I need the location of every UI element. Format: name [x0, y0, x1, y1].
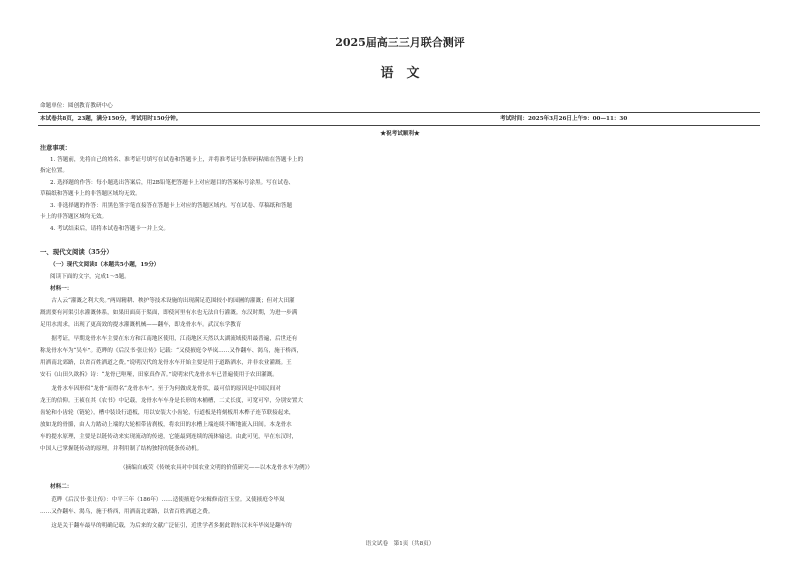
passage-line: 龙王的信仰。王祯在其《农书》中记载，龙骨水车车身是长形的木桶槽，二丈长度，可宽可窄，分别安置大 [40, 398, 303, 404]
passage-line: 齿轮和小齿轮（链轮），槽中装设行道板，用以安装大小齿轮，行道板是将刻板用木榫子连节联接起来， [40, 410, 295, 416]
passage-line: 溉需要有河渠引水灌溉体系，如果田面高于渠面，即使河里有水也无法自行灌溉。东汉时期，为进一步满 [40, 310, 298, 316]
material2-label: 材料二： [50, 484, 73, 490]
passage-line: 用洒南北郊路，以省百姓洒道之费。”说明汉代的龙骨水车开始主要是用于道路洒水，并非农业灌溉。王 [40, 360, 292, 366]
passage-line: 古人云“灌溉之利大矣。”两周精耕、秧护等技术设施的出现满足范围较小的园圃的灌溉；但对大田灌 [40, 298, 295, 304]
notes-heading: 注意事项： [40, 145, 71, 152]
passage-line: 范晔《后汉书·张让传》：中平三年（186年）……适使掖庭令宋楫修南宫玉堂。又使掖庭令毕岚 [40, 497, 285, 503]
passage-line: 这是关于翻车最早的明确记载，为后来的文献广泛征引，近世学者多据此谓东汉末年毕岚是翻车的 [40, 523, 292, 529]
note-line: 草稿纸和答题卡上的非答题区域均无效。 [40, 191, 141, 197]
exam-title: 2025届高三三月联合测评 [335, 36, 465, 49]
header-rule-bottom [38, 125, 760, 126]
section-heading: 一、现代文阅读（35分） [40, 248, 113, 256]
passage-line: 安石《山田久欲拆》诗：“龙骨已呕哑，田家真作苦。”说明宋代龙骨水车已普遍使用于农田灌溉。 [40, 372, 278, 378]
note-line: 4. 考试结束后，请将本试卷和答题卡一并上交。 [50, 226, 169, 232]
confidential-mark: ★祝考试顺利★ [380, 131, 420, 137]
exam-info-left: 本试卷共8页，23题，满分150分，考试用时150分钟。 [40, 116, 182, 122]
exam-info-right: 考试时间：2025年3月26日上午9：00—11：30 [500, 116, 628, 122]
passage-line: 放如龙的骨骼，由人力踏动上端的大轮相带齿刹板，将农田的水槽上端连续不断地流入田间。本龙骨水 [40, 422, 292, 428]
header-rule-top [38, 112, 760, 113]
page-footer: 语文试卷 第1页（共8页） [365, 541, 435, 547]
passage-line: 称龙骨水车为“吴车”。范晔的《后汉书·张让传》记载：“又使掖庭令毕岚……又作翻车、渴乌，施于桥西， [40, 348, 303, 354]
note-line: 2. 选择题的作答：每小题选出答案后，用2B铅笔把答题卡上对应题目的答案标号涂黑。写在试卷、 [50, 180, 295, 186]
source-note: （摘编自戚荧《传统农具对中国农业文明的价值研究——以木龙骨水车为例》） [120, 465, 313, 471]
passage-line: 中国人已掌握链传动的原理，并利用制了结构独特的链条传动机。 [40, 446, 203, 452]
passage-line: 车的提水原理，主要是以链传动来实现流动的传递，它能最到连续的流体输送。由此可见，早在东汉时， [40, 434, 298, 440]
passage-line: 据考证，早期龙骨水车主要在东方和江南地区使用，江南地区天然以太湖流域使用最普遍，后世还有 [40, 336, 298, 342]
note-line: 3. 非选择题的作答：用黑色签字笔直接答在答题卡上对应的答题区域内。写在试卷、草稿纸和答题 [50, 203, 293, 209]
subsection-heading: （一）现代文阅读Ⅰ（本题共5小题，19分） [50, 262, 160, 268]
reading-instruction: 阅读下面的文字，完成1～5题。 [50, 274, 130, 280]
passage-line: 龙骨水车因形似“龙骨”而得名“龙骨水车”。至于为何做成龙骨状，最可信的原因是中国民间对 [40, 386, 281, 392]
passage-line: ……又作翻车、渴乌，施于桥西，用洒南北郊路，以省百姓洒道之费。 [40, 509, 214, 515]
subject-title: 语 文 [380, 66, 420, 81]
note-line: 卡上的非答题区域均无效。 [40, 214, 108, 220]
passage-line: 足用水需求，出现了更高效的提水灌溉机械——翻车，即龙骨水车。武汉东学教育 [40, 322, 242, 328]
note-line: 1. 答题前，先将自己的姓名、准考证号填写在试卷和答题卡上，并将准考证号条形码粘贴在答题卡上的 [50, 157, 304, 163]
setter-line: 命题单位：圆创教育教研中心 [40, 103, 113, 109]
material1-label: 材料一： [50, 286, 73, 292]
note-line: 指定位置。 [40, 168, 68, 174]
